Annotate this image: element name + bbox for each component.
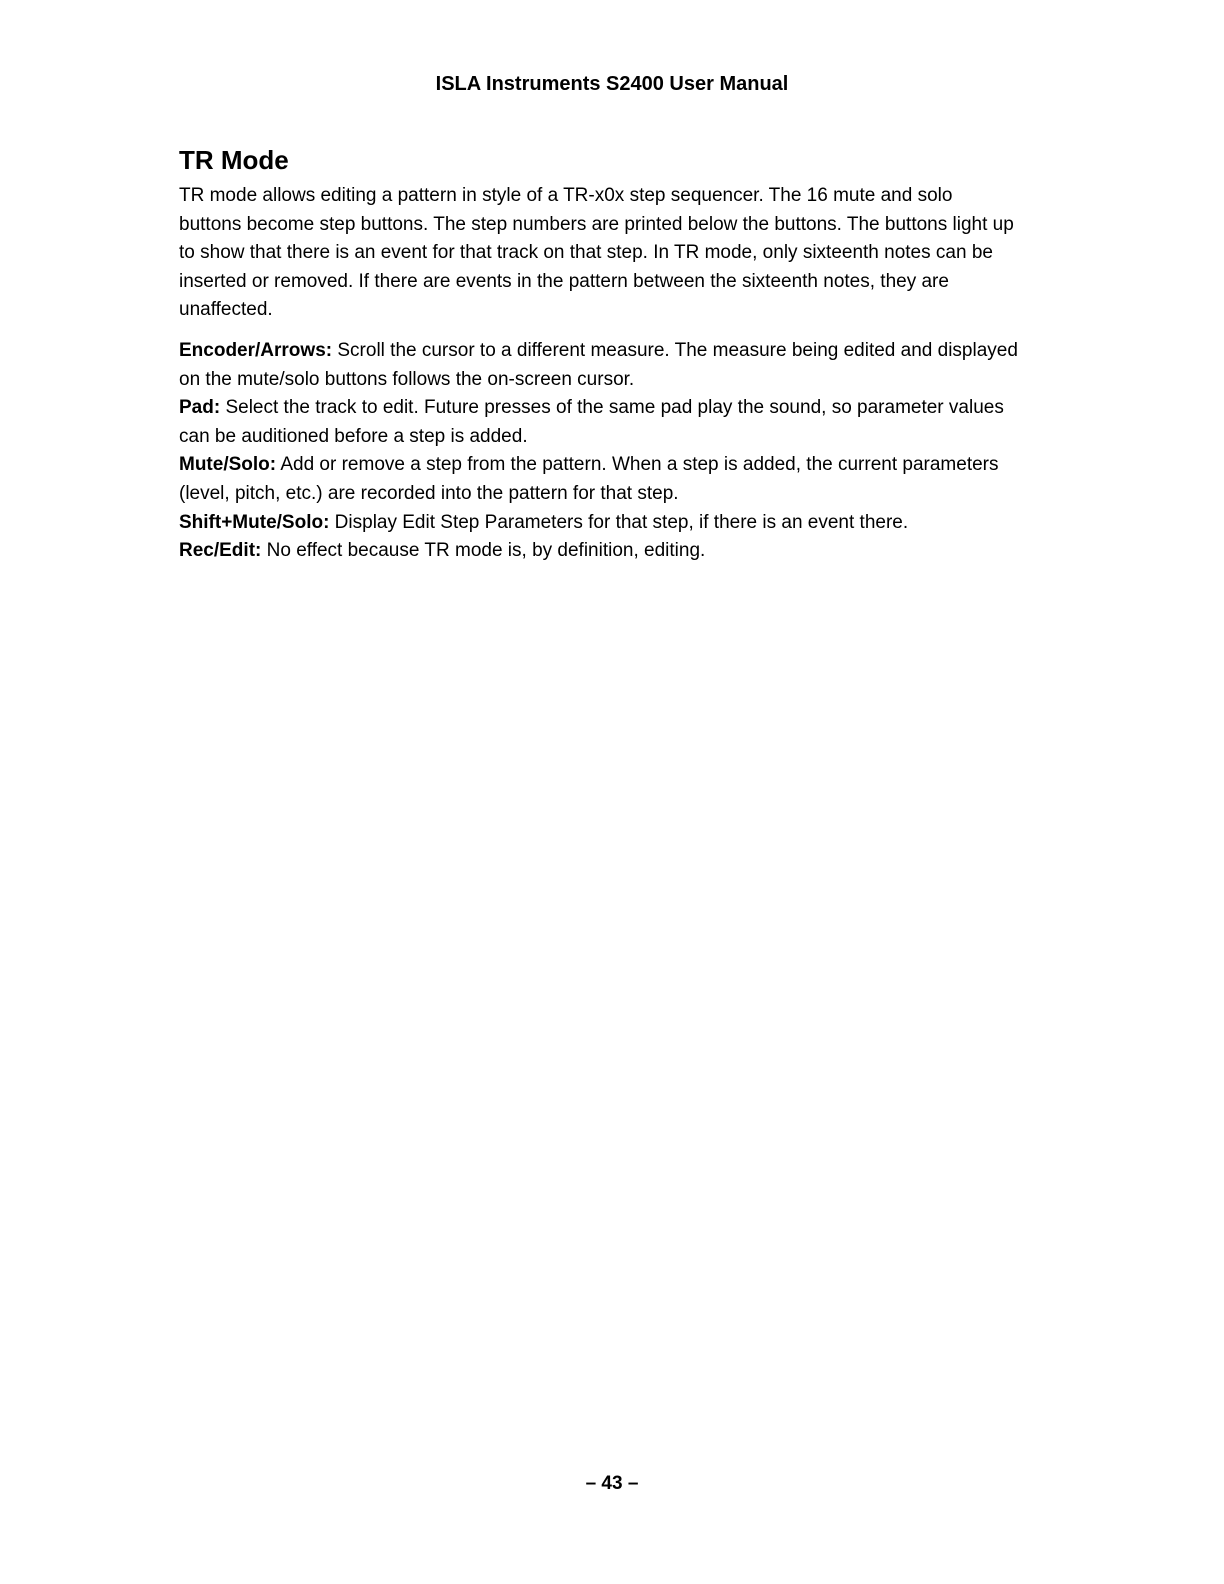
control-description: No effect because TR mode is, by definition, editing. bbox=[261, 540, 706, 562]
control-term: Pad: bbox=[179, 397, 221, 419]
control-item-shift-mute-solo bbox=[179, 509, 1019, 538]
control-item-pad bbox=[179, 394, 1019, 451]
control-term: Encoder/Arrows: bbox=[179, 339, 333, 361]
control-item-rec-edit bbox=[179, 537, 1019, 566]
control-term: Mute/Solo: bbox=[179, 454, 277, 476]
control-description: Display Edit Step Parameters for that step, if there is an event there. bbox=[329, 511, 909, 533]
control-description: Scroll the cursor to a different measure. The measure being edited and displayed on the mute/solo buttons follows the on-screen cursor. bbox=[179, 339, 1018, 390]
main-content bbox=[179, 144, 1019, 566]
page-header: ISLA Instruments S2400 User Manual bbox=[435, 73, 789, 95]
control-term: Shift+Mute/Solo: bbox=[179, 511, 330, 533]
control-description: Add or remove a step from the pattern. When a step is added, the current parameters (level, pitch, etc.) are recorded into the pattern for that step. bbox=[179, 454, 999, 504]
page-number: – 43 – bbox=[585, 1473, 639, 1494]
intro-paragraph: TR mode allows editing a pattern in style of a TR-x0x step sequencer. The 16 mute and solo buttons become step buttons. The step numbers are printed below the buttons. The buttons light up to show that there is an event for that track on that step. In TR mode, only sixteenth notes can be inserted or removed. If there are events in the pattern between the sixteenth notes, they are unaffected. bbox=[179, 185, 1014, 321]
control-term: Rec/Edit: bbox=[179, 540, 262, 562]
control-list bbox=[179, 337, 1019, 566]
section-title: TR Mode bbox=[179, 145, 289, 175]
control-item-encoder-arrows bbox=[179, 337, 1019, 394]
control-description: Select the track to edit. Future presses of the same pad play the sound, so parameter values can be auditioned before a step is added. bbox=[179, 397, 1004, 447]
control-item-mute-solo bbox=[179, 451, 1019, 508]
